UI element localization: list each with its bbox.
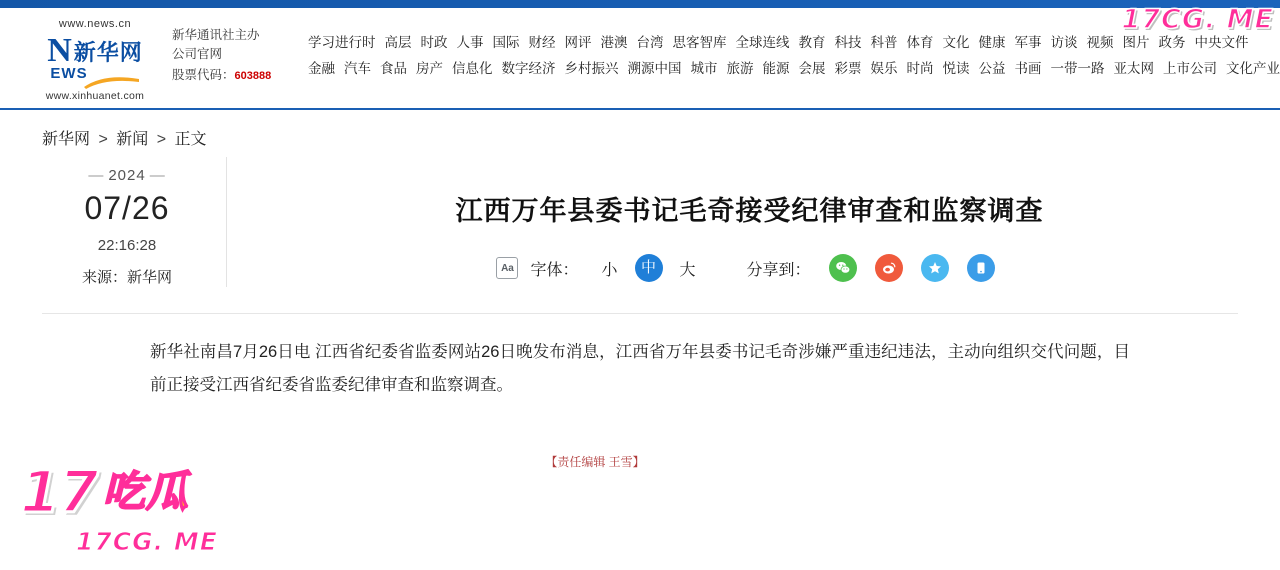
wechat-glyph — [835, 260, 851, 276]
nav-item[interactable]: 财经 — [528, 35, 556, 50]
article-toolbar — [259, 254, 1240, 282]
nav-item[interactable]: 金融 — [308, 61, 335, 76]
org-line-2: 公司官网 — [172, 46, 223, 61]
nav-item[interactable]: 网评 — [564, 35, 592, 50]
nav-item[interactable]: 学习进行时 — [308, 35, 376, 50]
nav-item[interactable]: 全球连线 — [735, 35, 790, 50]
font-size-large-button[interactable]: 大 — [679, 261, 696, 279]
nav-item[interactable]: 城市 — [690, 61, 718, 76]
site-logo[interactable] — [30, 18, 160, 102]
article-container — [0, 149, 1280, 287]
dash-right: — — [149, 167, 166, 184]
breadcrumb-item-site[interactable]: 新华网 — [42, 131, 91, 148]
nav-item[interactable]: 访谈 — [1050, 35, 1078, 50]
more-share-icon[interactable] — [967, 254, 995, 282]
nav-item[interactable]: 一带一路 — [1050, 61, 1105, 76]
stock-code-label: 股票代码： — [172, 67, 235, 82]
nav-item[interactable]: 汽车 — [344, 61, 371, 76]
article-time: 22:16:28 — [97, 237, 157, 254]
nav-item[interactable]: 文化 — [942, 35, 970, 50]
nav-item[interactable]: 人事 — [456, 35, 484, 50]
nav-item[interactable]: 时政 — [420, 35, 448, 50]
nav-item[interactable]: 旅游 — [726, 61, 754, 76]
nav-item[interactable]: 能源 — [762, 61, 790, 76]
logo-swoosh-icon — [84, 77, 140, 89]
nav-item[interactable]: 教育 — [798, 35, 826, 50]
nav-item[interactable]: 时尚 — [906, 61, 934, 76]
article-meta-column — [42, 157, 227, 287]
nav-item[interactable]: 中央文件 — [1194, 35, 1249, 50]
nav-item[interactable]: 高层 — [384, 35, 412, 50]
nav-item[interactable]: 科技 — [834, 35, 862, 50]
nav-item[interactable]: 亚太网 — [1113, 61, 1154, 76]
breadcrumb-item-section[interactable]: 新闻 — [116, 131, 149, 148]
article-month-day: 07/26 — [84, 190, 170, 226]
wechat-icon[interactable] — [829, 254, 857, 282]
watermark-chinese: 吃瓜 — [102, 467, 189, 516]
nav-item[interactable]: 信息化 — [452, 61, 493, 76]
site-header — [0, 8, 1280, 110]
nav-item[interactable]: 会展 — [798, 61, 826, 76]
weibo-glyph — [881, 260, 897, 276]
breadcrumb-separator: > — [156, 131, 167, 148]
nav-item[interactable]: 健康 — [978, 35, 1006, 50]
nav-item[interactable]: 乡村振兴 — [564, 61, 619, 76]
more-share-glyph — [974, 261, 988, 275]
nav-item[interactable]: 港澳 — [600, 35, 628, 50]
nav-item[interactable]: 悦读 — [942, 61, 970, 76]
nav-item[interactable]: 娱乐 — [870, 61, 898, 76]
nav-item[interactable]: 国际 — [492, 35, 520, 50]
watermark-logo-row — [20, 458, 218, 526]
stock-code-value: 603888 — [234, 69, 272, 82]
font-size-medium-button[interactable]: 中 — [635, 254, 663, 282]
breadcrumb — [0, 110, 1280, 149]
qzone-glyph — [927, 260, 943, 276]
logo-letter-n: N — [47, 32, 72, 69]
nav-item[interactable]: 科普 — [870, 35, 898, 50]
watermark-number: 17 — [20, 458, 97, 526]
watermark-top-right: 17CG. ME — [1121, 4, 1274, 35]
share-label: 分享到： — [746, 261, 811, 279]
logo-letters-news: EWS — [50, 65, 88, 82]
article-paragraph: 新华社南昌7月26日电 江西省纪委省监委网站26日晚发布消息，江西省万年县委书记毛奇涉嫌严重违纪违法，主动向组织交代问题，目前正接受江西省纪委省监委纪律审查和监察调查。 — [150, 343, 1130, 394]
nav-row-2 — [308, 56, 1280, 82]
nav-item[interactable]: 文化产业 — [1226, 61, 1280, 76]
nav-item[interactable]: 数字经济 — [501, 61, 556, 76]
nav-item[interactable]: 视频 — [1086, 35, 1114, 50]
page-title: 江西万年县委书记毛奇接受纪律审查和监察调查 — [455, 196, 1044, 227]
nav-item[interactable]: 房产 — [416, 61, 443, 76]
watermark-domain: 17CG. ME — [76, 527, 218, 556]
article-body — [0, 314, 1280, 474]
stock-code-row — [172, 66, 292, 85]
nav-item[interactable]: 彩票 — [834, 61, 862, 76]
dash-left: — — [88, 167, 105, 184]
font-size-label: 字体： — [530, 261, 579, 279]
article-year-row — [42, 167, 212, 184]
watermark-bottom-left — [20, 458, 218, 556]
article-content-column — [227, 157, 1240, 287]
top-accent-bar-inner — [0, 0, 1280, 8]
logo-graphic — [30, 31, 160, 71]
font-size-icon: Aa — [496, 257, 518, 279]
breadcrumb-separator: > — [98, 131, 108, 148]
top-accent-bar — [0, 0, 1280, 8]
article-year: 2024 — [108, 167, 146, 184]
nav-item[interactable]: 思客智库 — [672, 35, 727, 50]
org-line-1: 新华通讯社主办 — [172, 28, 260, 42]
nav-item[interactable]: 上市公司 — [1163, 61, 1217, 76]
nav-item[interactable]: 台湾 — [636, 35, 664, 50]
article-editor-credit: 【责任编辑 王雪】 — [545, 455, 645, 469]
logo-url-bottom: www.xinhuanet.com — [45, 90, 145, 102]
org-info — [160, 18, 292, 84]
nav-item[interactable]: 公益 — [978, 61, 1006, 76]
nav-item[interactable]: 食品 — [380, 61, 407, 76]
nav-item[interactable]: 图片 — [1122, 35, 1150, 50]
nav-item[interactable]: 书画 — [1014, 61, 1042, 76]
nav-item[interactable]: 军事 — [1014, 35, 1042, 50]
font-size-small-button[interactable]: 小 — [601, 261, 618, 279]
nav-item[interactable]: 政务 — [1158, 35, 1186, 50]
logo-url-top: www.news.cn — [58, 18, 132, 30]
breadcrumb-item-current: 正文 — [174, 131, 207, 148]
nav-item[interactable]: 溯源中国 — [627, 61, 682, 76]
nav-item[interactable]: 体育 — [906, 35, 934, 50]
weibo-icon[interactable] — [875, 254, 903, 282]
logo-chinese-name: 新华网 — [73, 39, 143, 65]
article-source: 来源：新华网 — [81, 269, 172, 286]
qzone-icon[interactable] — [921, 254, 949, 282]
